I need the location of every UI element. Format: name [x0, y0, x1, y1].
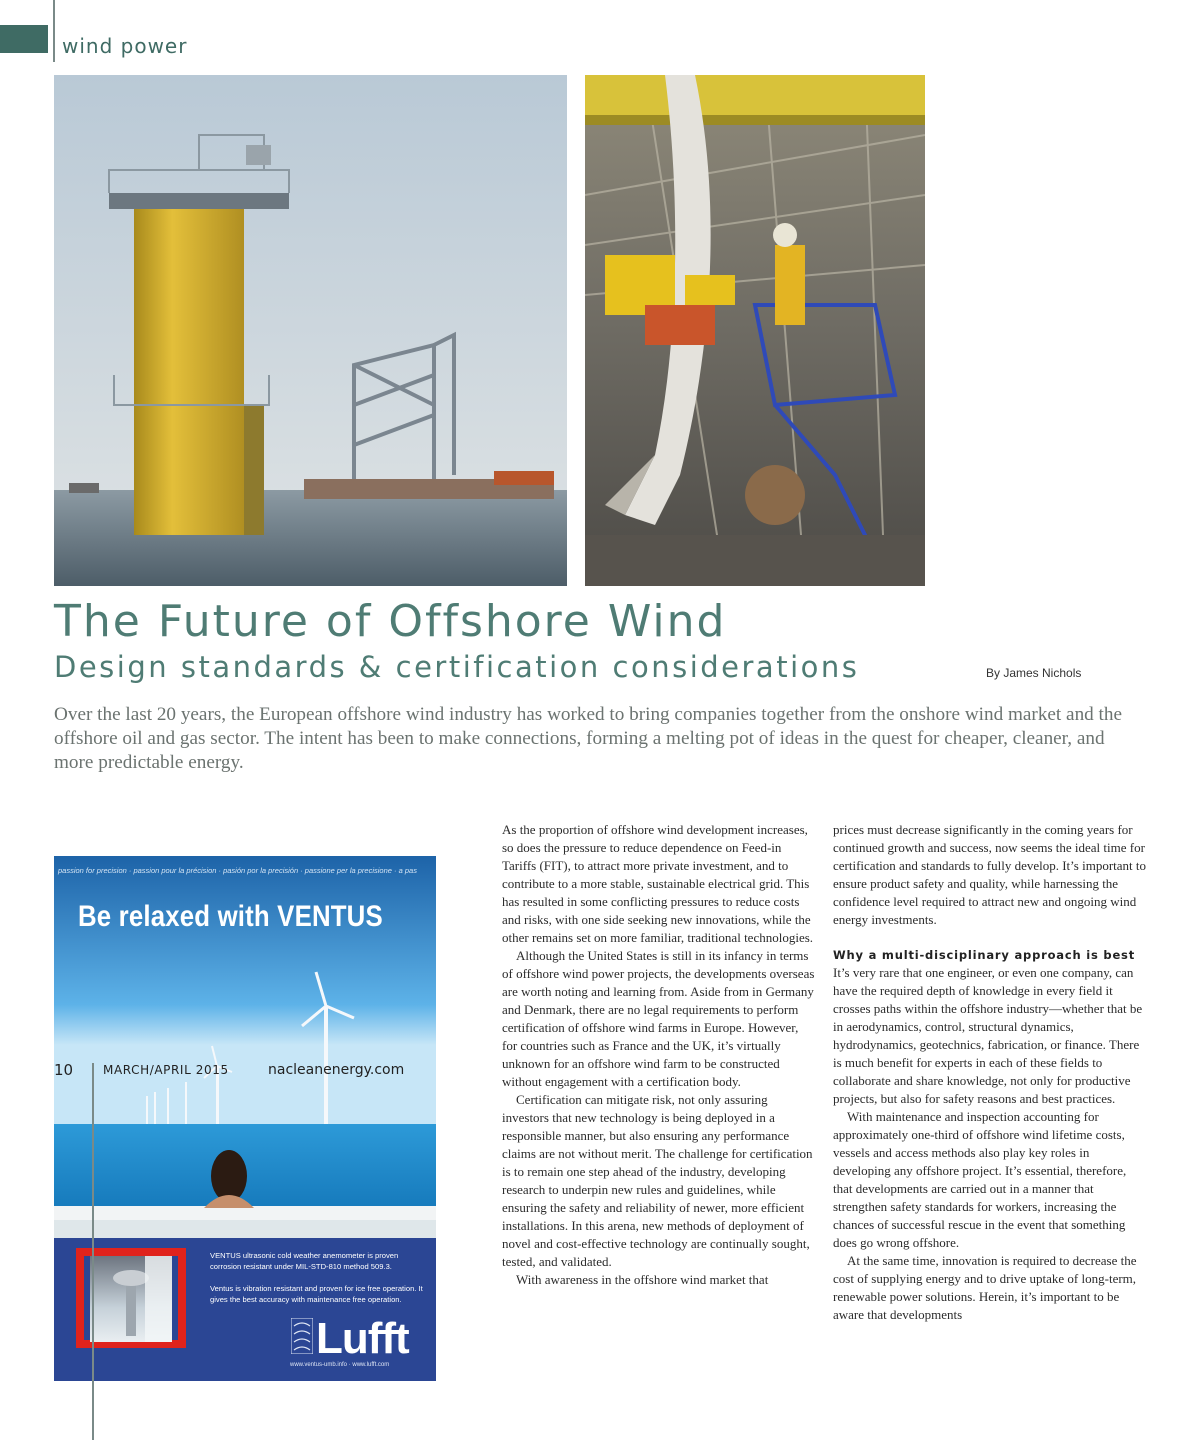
- header-divider: [53, 0, 55, 62]
- col2-paragraph-4: With awareness in the offshore wind market that: [516, 1272, 769, 1287]
- ventus-advertisement[interactable]: [54, 856, 436, 1381]
- col2-paragraph-1: As the proportion of offshore wind development increases, so does the pressure to reduce dependence on Feed-in Tariffs (FIT), to attract more private investment, and to contribute to a more stable, sustainable electrical grid. This has resulted in some conflicting pressures to reduce costs and risks, with one side seeking new innovations, while the other remains set on more familiar, traditional technologies.: [502, 822, 814, 945]
- page-number: 10: [54, 1061, 74, 1079]
- article-subtitle: Design standards & certification considerations: [54, 650, 860, 684]
- ad-text-corrosion: VENTUS ultrasonic cold weather anemometer is proven corrosion resistant under MIL-STD-810 method 509.3.: [210, 1251, 399, 1271]
- site-url[interactable]: nacleanenergy.com: [268, 1062, 405, 1078]
- col3-paragraph-3: With maintenance and inspection accounting for approximately one-third of offshore wind lifetime costs, vessels and access methods also play key roles in developing any offshore project. It’s essential, therefore, that developments are carried out in a manner that strengthen safety standards for workers, increasing the chances of successful rescue in the event that something does go wrong offshore.: [833, 1109, 1127, 1250]
- ad-text-vibration: Ventus is vibration resistant and proven for ice free operation. It gives the best accuracy with maintenance free operation.: [210, 1284, 423, 1304]
- article-column-3: [833, 821, 1147, 1324]
- col3-paragraph-1: prices must decrease significantly in the coming years for continued growth and success, now seems the ideal time for certification and standards to fully develop. It’s important to ensure product safety and quality, while harnessing the confidence level required to attract new and ongoing wind energy investments.: [833, 822, 1147, 927]
- col3-paragraph-4: At the same time, innovation is required to decrease the cost of supplying energy and to drive uptake of long-term, renewable power solutions. Herein, it’s important to be aware that developments: [833, 1253, 1137, 1322]
- photo-blade-test-facility: [585, 75, 925, 586]
- photo-offshore-monopile: [54, 75, 567, 586]
- section-label: wind power: [62, 34, 188, 58]
- issue-date: MARCH/APRIL 2015: [103, 1063, 229, 1077]
- col2-paragraph-3: Certification can mitigate risk, not only assuring investors that new technology is being deployed in a responsible manner, but also ensuring any performance claims are not without merit. The challenge for certification is to remain one step ahead of the industry, developing research to underpin new rules and guidelines, while ensuring the safety and reliability of newer, more efficient installations. In this arena, new methods of deployment of novel and cost-effective technology are continually sought, tested, and validated.: [502, 1092, 813, 1269]
- lufft-brand: Lufft: [316, 1314, 409, 1363]
- section-heading: Why a multi-disciplinary approach is best: [833, 948, 1135, 962]
- section-color-tab: [0, 25, 48, 53]
- byline: By James Nichols: [986, 666, 1082, 680]
- lufft-logo-icon: [291, 1318, 313, 1354]
- ad-anemometer-photo: [90, 1256, 172, 1342]
- article-column-2: [502, 821, 816, 1289]
- ad-tagline: passion for precision · passion pour la précision · pasión por la precisión · passione per la precisione · a pas: [58, 866, 417, 875]
- col3-paragraph-2: It’s very rare that one engineer, or even one company, can have the required depth of knowledge in every field it crosses paths within the offshore industry—whether that be in aerodynamics, control, structural dynamics, hydrodynamics, geotechnics, fabrication, or finance. There is much benefit for experts in each of these fields to collaborate and share knowledge, not only for productive projects, but also for safety reasons and best practices.: [833, 965, 1143, 1106]
- ad-urls[interactable]: www.ventus-umb.info · www.lufft.com: [290, 1362, 390, 1368]
- anemometer-icon: [90, 1256, 172, 1342]
- col2-paragraph-2: Although the United States is still in its infancy in terms of offshore wind power projects, the developments overseas are worth noting and learning from. Aside from in Germany and Denmark, there are no legal requirements to perform certification of offshore wind farms in Europe. However, for countries such as France and the UK, it’s virtually unknown for an offshore wind farm to be constructed without engagement with a certification body.: [502, 948, 815, 1089]
- article-title: The Future of Offshore Wind: [54, 596, 727, 647]
- intro-paragraph: Over the last 20 years, the European offshore wind industry has worked to bring companies together from the onshore wind market and the offshore oil and gas sector. The intent has been to make connections, forming a melting pot of ideas in the quest for cheaper, cleaner, and more predictable energy.: [54, 704, 1122, 773]
- footer-divider: [92, 1063, 94, 1440]
- ad-headline: Be relaxed with VENTUS: [78, 900, 383, 933]
